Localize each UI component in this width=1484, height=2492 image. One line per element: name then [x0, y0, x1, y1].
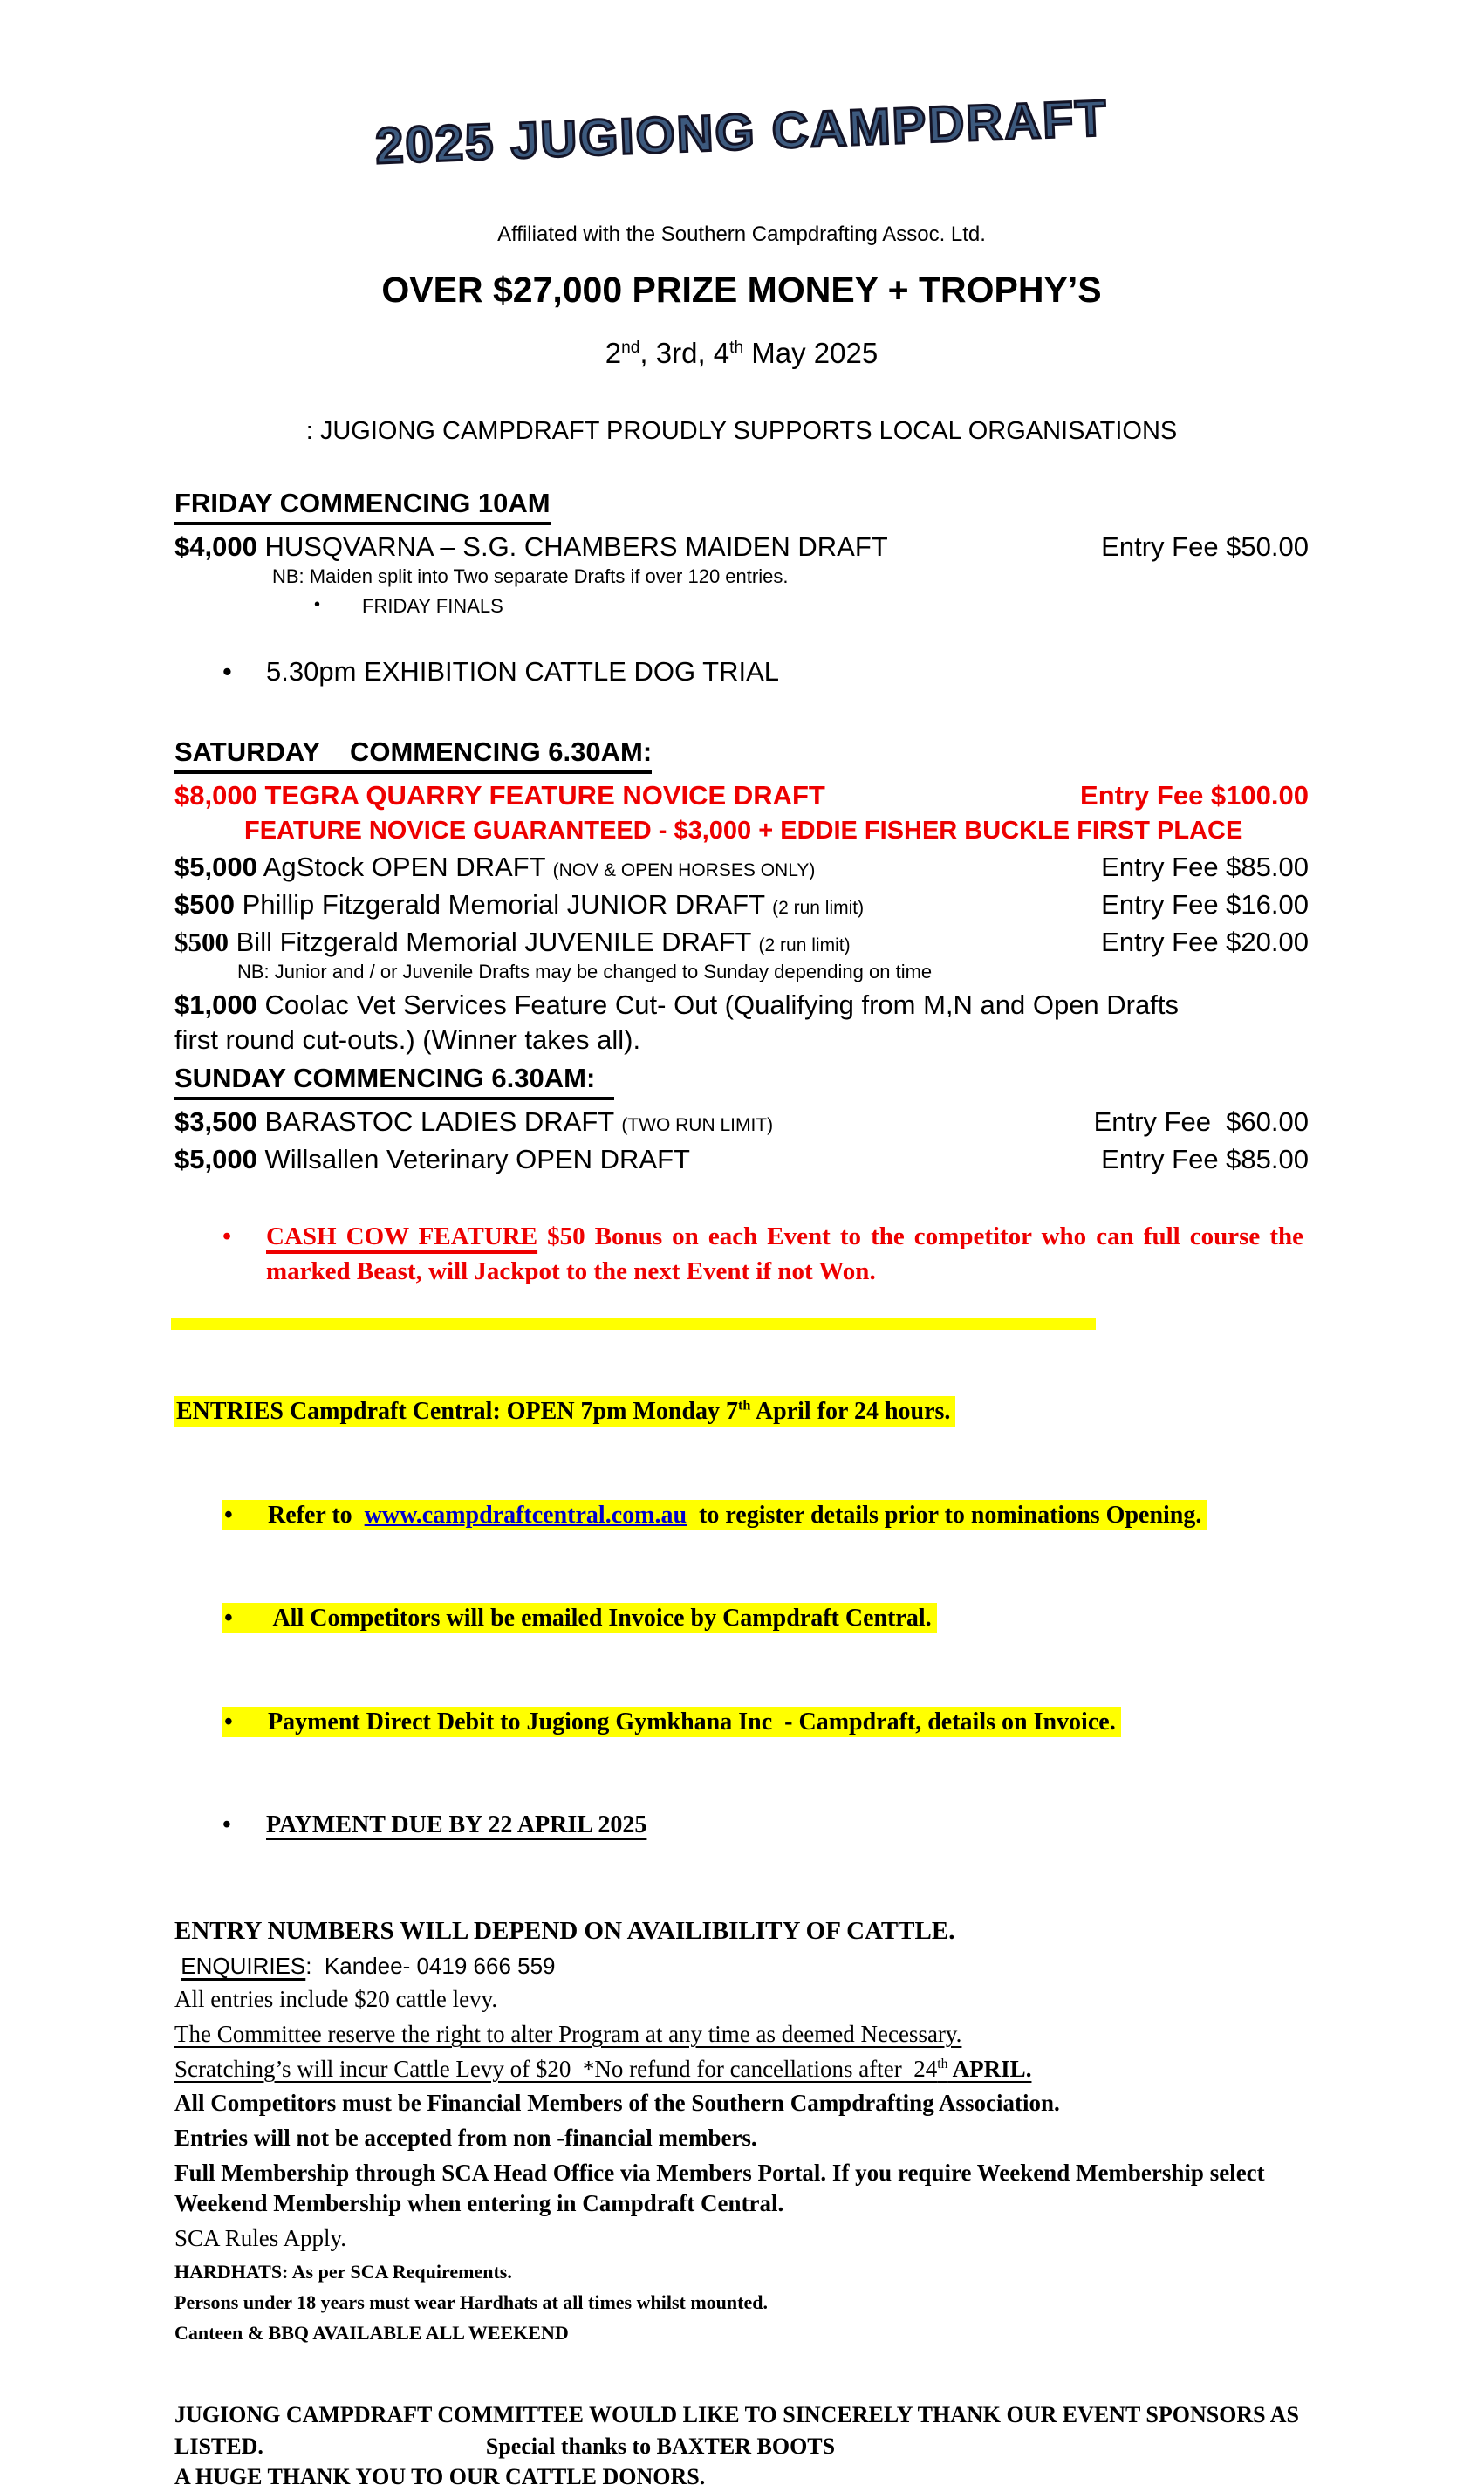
membership-line: Full Membership through SCA Head Office via Members Portal. If you require Weekend Membership select Weekend Membership when entering in Campdraft Central. — [174, 2159, 1265, 2217]
event-prize: $1,000 — [174, 989, 257, 1020]
cattle-donors-line: A HUGE THANK YOU TO OUR CATTLE DONORS. — [174, 2463, 706, 2489]
payment-due-text: PAYMENT DUE BY 22 APRIL 2025 — [266, 1811, 647, 1839]
sca-rules-line: SCA Rules Apply. — [174, 2224, 347, 2251]
event-prize: $500 — [174, 889, 235, 920]
cash-cow-label: CASH COW FEATURE — [266, 1222, 538, 1250]
friday-heading-text: FRIDAY COMMENCING 10AM — [174, 488, 551, 525]
event-prize: $4,000 — [174, 531, 257, 562]
sunday-heading-text: SUNDAY COMMENCING 6.30AM: — [174, 1063, 614, 1100]
friday-finals-bullet: • FRIDAY FINALS — [174, 595, 1309, 618]
highlighted-text: • All Competitors will be emailed Invoice by Campdraft Central. — [222, 1603, 937, 1633]
enquiries-value: : Kandee- 0419 666 559 — [305, 1953, 556, 1980]
payment-due-bullet — [222, 1811, 646, 1838]
event-title: TEGRA QUARRY FEATURE NOVICE DRAFT — [264, 780, 825, 811]
event-prize: $8,000 — [174, 780, 257, 811]
event-row-juvenile — [174, 927, 1309, 958]
event-name — [174, 1106, 773, 1138]
event-title: Willsallen Veterinary OPEN DRAFT — [264, 1144, 690, 1174]
scratchings-line — [174, 2054, 1309, 2085]
supports-line: : JUGIONG CAMPDRAFT PROUDLY SUPPORTS LOCAL ORGANISATIONS — [305, 417, 1178, 445]
event-condition: (TWO RUN LIMIT) — [621, 1115, 774, 1135]
event-prize: $5,000 — [174, 852, 257, 882]
entry-numbers-line: ENTRY NUMBERS WILL DEPEND ON AVAILIBILITY OF CATTLE. — [174, 1916, 955, 1945]
sponsors-thanks-line2 — [174, 2431, 1309, 2461]
event-name — [174, 889, 864, 921]
canteen-line: Canteen & BBQ AVAILABLE ALL WEEKEND — [174, 2322, 569, 2345]
terms-section — [174, 1914, 1309, 2346]
saturday-heading-text: SATURDAY COMMENCING 6.30AM: — [174, 736, 652, 774]
entries-bullet-payment-due — [174, 1809, 1309, 1842]
date-part: , 3rd, 4 — [639, 337, 730, 369]
event-condition: (NOV & OPEN HORSES ONLY) — [552, 860, 816, 880]
event-condition: (2 run limit) — [758, 935, 851, 955]
committee-rights-line: The Committee reserve the right to alter Program at any time as deemed Necessary. — [174, 2021, 962, 2047]
highlighted-text — [222, 1500, 1207, 1530]
entries-open-part: April for 24 hours. — [750, 1398, 951, 1426]
entry-fee: Entry Fee $85.00 — [1101, 852, 1309, 882]
cattle-levy-line: All entries include $20 cattle levy. — [174, 1986, 498, 2013]
cutout-line-2: first round cut-outs.) (Winner takes all). — [174, 1024, 641, 1055]
entries-bullet-payment — [174, 1706, 1309, 1739]
enquiries-line — [174, 1951, 1309, 1981]
under-18-line: Persons under 18 years must wear Hardhats at all times whilst mounted. — [174, 2291, 768, 2314]
event-name — [174, 852, 815, 883]
date-superscript: th — [937, 2056, 948, 2071]
event-title: HUSQVARNA – S.G. CHAMBERS MAIDEN DRAFT — [264, 531, 888, 562]
entry-fee: Entry Fee $85.00 — [1101, 1144, 1309, 1174]
event-name — [174, 1144, 690, 1175]
event-name — [174, 531, 888, 563]
saturday-heading — [174, 736, 1309, 774]
financial-members-line: All Competitors must be Financial Members of the Southern Campdrafting Association. — [174, 2090, 1060, 2117]
refer-post-text: to register details prior to nominations Opening. — [687, 1501, 1202, 1529]
scratchings-text: Scratching’s will incur Cattle Levy of $20 *No refund for cancellations after 24 — [174, 2055, 938, 2082]
event-title: BARASTOC LADIES DRAFT — [264, 1106, 614, 1137]
date-part: May 2025 — [743, 337, 879, 369]
page-title: 2025 JUGIONG CAMPDRAFT — [374, 89, 1109, 175]
footer-thanks — [174, 2400, 1309, 2491]
event-dates — [0, 337, 1483, 370]
refer-pre-text: Refer to — [268, 1501, 365, 1529]
flyer-page — [0, 89, 1483, 2489]
hardhats-line: HARDHATS: As per SCA Requirements. — [174, 2261, 512, 2283]
event-row-ladies — [174, 1106, 1309, 1138]
non-financial-line: Entries will not be accepted from non -financial members. — [174, 2124, 757, 2151]
event-prize: $3,500 — [174, 1106, 257, 1137]
entries-bullet-refer — [174, 1499, 1309, 1532]
cutout-line-1 — [174, 989, 1309, 1021]
enquiries-label: ENQUIRIES — [181, 1953, 306, 1980]
friday-heading — [174, 488, 1309, 525]
entries-open-line — [174, 1395, 1309, 1428]
event-row-junior — [174, 889, 1309, 921]
prize-money-line: OVER $27,000 PRIZE MONEY + TROPHY’S — [381, 270, 1102, 310]
listed-text: LISTED. — [174, 2433, 263, 2459]
entry-fee: Entry Fee $60.00 — [1093, 1106, 1309, 1137]
event-prize: $500 — [174, 927, 229, 957]
event-condition: (2 run limit) — [772, 898, 865, 918]
friday-nb-note: NB: Maiden split into Two separate Drafts if over 120 entries. — [272, 565, 789, 587]
dog-trial-bullet: • 5.30pm EXHIBITION CATTLE DOG TRIAL — [174, 656, 1309, 688]
event-row-open — [174, 852, 1309, 883]
entries-open-part: ENTRIES Campdraft Central: OPEN 7pm Monday 7 — [176, 1398, 739, 1426]
date-superscript: nd — [621, 339, 640, 357]
entry-fee: Entry Fee $100.00 — [1080, 780, 1309, 811]
event-title: Bill Fitzgerald Memorial JUVENILE DRAFT — [236, 927, 751, 957]
event-row-maiden — [174, 531, 1309, 563]
cutout-text: Coolac Vet Services Feature Cut- Out (Qualifying from M,N and Open Drafts — [256, 989, 1179, 1020]
novice-guarantee-line: FEATURE NOVICE GUARANTEED - $3,000 + EDDIE FISHER BUCKLE FIRST PLACE — [244, 817, 1243, 845]
highlighted-text — [174, 1396, 955, 1427]
cash-cow-feature — [174, 1219, 1309, 1289]
event-row-novice-feature — [174, 780, 1309, 811]
date-part: 2 — [605, 337, 622, 369]
highlighted-text: • Payment Direct Debit to Jugiong Gymkhana Inc - Campdraft, details on Invoice. — [222, 1707, 1121, 1737]
event-title: AgStock OPEN DRAFT — [263, 852, 546, 882]
entries-section — [174, 1330, 1309, 1907]
entries-bullet-invoice — [174, 1602, 1309, 1635]
entry-fee: Entry Fee $16.00 — [1101, 889, 1309, 920]
entry-fee: Entry Fee $20.00 — [1101, 927, 1309, 957]
sunday-heading — [174, 1063, 1309, 1100]
event-name — [174, 927, 851, 958]
event-title: Phillip Fitzgerald Memorial JUNIOR DRAFT — [242, 889, 765, 920]
scratchings-april: APRIL. — [947, 2055, 1032, 2082]
event-name — [174, 780, 825, 811]
baxter-boots-text: Special thanks to BAXTER BOOTS — [485, 2433, 836, 2459]
entry-fee: Entry Fee $50.00 — [1101, 531, 1309, 562]
saturday-nb-note: NB: Junior and / or Juvenile Drafts may be changed to Sunday depending on time — [237, 961, 933, 982]
campdraftcentral-link[interactable]: www.campdraftcentral.com.au — [364, 1501, 687, 1529]
date-superscript: th — [729, 339, 744, 357]
highlight-strip — [171, 1318, 1096, 1330]
sponsors-thanks-line1: JUGIONG CAMPDRAFT COMMITTEE WOULD LIKE TO SINCERELY THANK OUR EVENT SPONSORS AS — [174, 2402, 1299, 2428]
date-superscript: th — [738, 1397, 751, 1414]
event-prize: $5,000 — [174, 1144, 257, 1174]
event-row-sunday-open — [174, 1144, 1309, 1175]
affiliation-line: Affiliated with the Southern Campdrafting Assoc. Ltd. — [497, 222, 986, 246]
cash-cow-text: $50 Bonus on each Event to the competitor who can full course the marked Beast, will Jackpot to the next Event if not Won. — [266, 1222, 1303, 1286]
